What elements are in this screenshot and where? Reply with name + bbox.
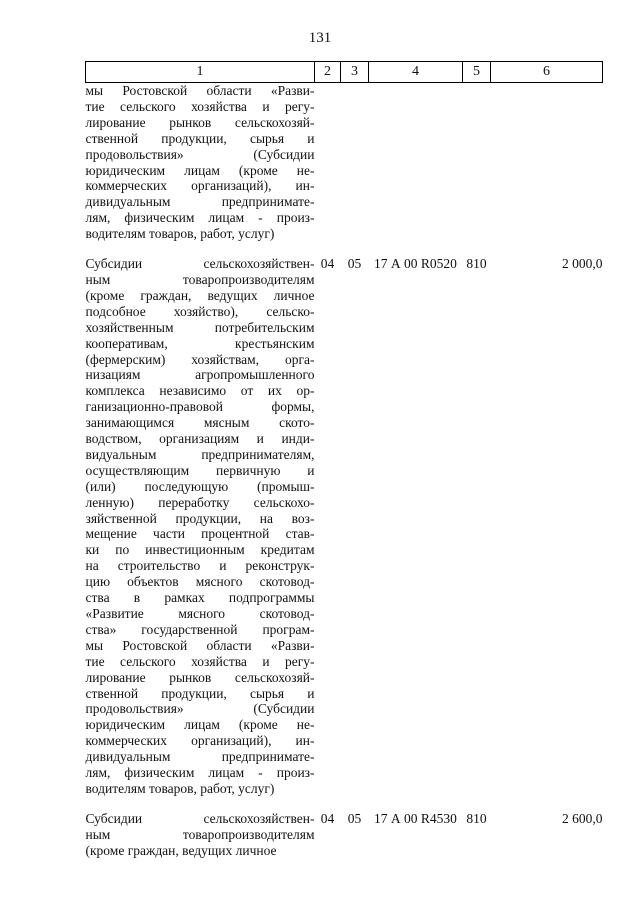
description-line: лям, физическим лицам - произ- [85, 765, 315, 781]
expense-type-code [463, 83, 491, 243]
description-line: зяйственной продукции, на воз- [85, 510, 315, 526]
amount: 2 000,0 [562, 256, 603, 272]
description-line: цию объектов мясного скотовод- [85, 574, 315, 590]
description-line: (кроме граждан, ведущих личное [85, 287, 315, 303]
description-line: дивидуальным предпринимате- [85, 749, 315, 765]
description-line: ства в рамках подпрограммы [85, 590, 315, 606]
description-line: водством, организациям и инди- [85, 431, 315, 447]
header-col-4: 4 [369, 62, 463, 83]
description-line: тие сельского хозяйства и регу- [85, 653, 315, 669]
description-line: Субсидии сельскохозяйствен- [85, 810, 315, 826]
row-description [86, 256, 315, 797]
subsection-code: 05 [347, 810, 362, 826]
description-line: подсобное хозяйство), сельско- [85, 303, 315, 319]
description-line: осуществляющим первичную и [85, 462, 315, 478]
description-line: водителям товаров, работ, услуг) [85, 780, 275, 796]
description-line: дивидуальным предпринимате- [85, 194, 315, 210]
description-line: хозяйственным потребительским [85, 319, 315, 335]
target-article-code [369, 83, 463, 243]
target-article-code: 17 А 00 R4530 [374, 810, 457, 826]
description-line: ленную) переработку сельскохо- [85, 494, 315, 510]
header-col-3: 3 [341, 62, 369, 83]
header-col-5: 5 [463, 62, 491, 83]
description-line: ства» государственной програм- [85, 621, 315, 637]
description-line: мещение части процентной став- [85, 526, 315, 542]
expense-type-code: 810 [466, 256, 487, 272]
budget-table [85, 61, 603, 859]
page-number: 131 [308, 30, 332, 46]
description-line: видуальным предпринимателям, [85, 446, 315, 462]
description-line: ганизационно-правовой формы, [85, 399, 315, 415]
description-line: (или) последующую (промыш- [85, 478, 315, 494]
description-line: комплекса независимо от их ор- [85, 383, 315, 399]
description-line: ки по инвестиционным кредитам [85, 542, 315, 558]
description-line: низациям агропромышленного [85, 367, 315, 383]
table-row [86, 256, 603, 797]
amount: 2 600,0 [562, 810, 603, 826]
expense-type-code: 810 [466, 810, 487, 826]
header-col-6: 6 [491, 62, 603, 83]
description-line: продовольствия» (Субсидии [85, 146, 315, 162]
description-line: коммерческих организаций), ин- [85, 733, 315, 749]
description-line: ственной продукции, сырья и [85, 685, 315, 701]
description-line: на строительство и реконструк- [85, 558, 315, 574]
description-line: продовольствия» (Субсидии [85, 701, 315, 717]
header-col-2: 2 [315, 62, 341, 83]
description-line: лям, физическим лицам - произ- [85, 210, 315, 226]
description-line: лирование рынков сельскохозяй- [85, 114, 315, 130]
subsection-code: 05 [347, 256, 362, 272]
description-line: ным товаропроизводителям [85, 826, 315, 842]
table-row [86, 811, 603, 859]
description-line: юридическим лицам (кроме не- [85, 717, 315, 733]
row-description [86, 83, 315, 243]
table-row [86, 83, 603, 243]
description-line: (кроме граждан, ведущих личное [85, 842, 277, 858]
section-code: 04 [320, 256, 335, 272]
description-line: кооперативам, крестьянским [85, 335, 315, 351]
row-spacer [86, 797, 603, 811]
description-line: водителям товаров, работ, услуг) [85, 226, 275, 242]
description-line: (фермерским) хозяйствам, орга- [85, 351, 315, 367]
row-spacer [86, 242, 603, 256]
section-code [315, 83, 341, 243]
header-col-1: 1 [86, 62, 315, 83]
row-description [86, 811, 315, 859]
header-row [86, 62, 603, 83]
description-line: коммерческих организаций), ин- [85, 178, 315, 194]
description-line: тие сельского хозяйства и регу- [85, 98, 315, 114]
description-line: мы Ростовской области «Разви- [85, 637, 315, 653]
description-line: юридическим лицам (кроме не- [85, 162, 315, 178]
section-code: 04 [320, 810, 335, 826]
amount [491, 83, 603, 243]
subsection-code [341, 83, 369, 243]
target-article-code: 17 А 00 R0520 [374, 256, 457, 272]
description-line: лирование рынков сельскохозяй- [85, 669, 315, 685]
description-line: мы Ростовской области «Разви- [85, 83, 315, 98]
description-line: занимающимся мясным ското- [85, 415, 315, 431]
description-line: ным товаропроизводителям [85, 271, 315, 287]
description-line: «Развитие мясного скотовод- [85, 606, 315, 621]
description-line: ственной продукции, сырья и [85, 130, 315, 146]
description-line: Субсидии сельскохозяйствен- [85, 256, 315, 272]
